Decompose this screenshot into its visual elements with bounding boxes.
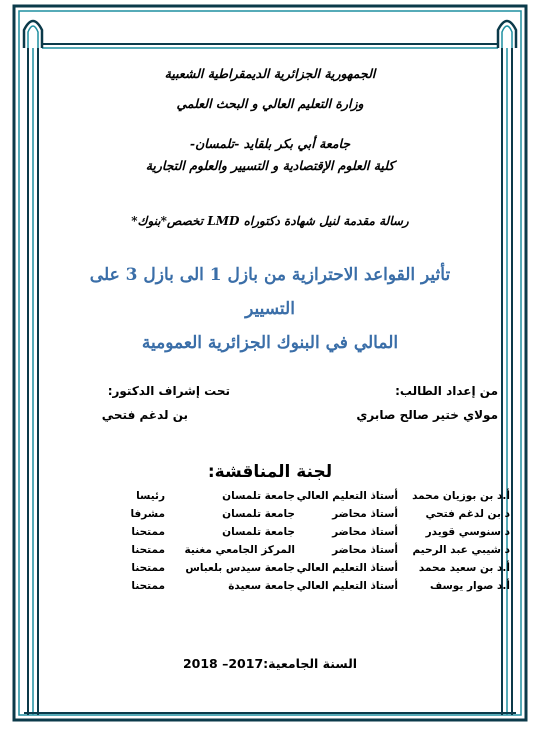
member-name: أ.د صوار يوسف — [429, 580, 510, 592]
member-institution: جامعة تلمسان — [222, 526, 295, 538]
member-name: د سنوسي قويدر — [425, 526, 510, 538]
committee-heading: لجنة المناقشة: — [207, 462, 333, 482]
committee-row — [80, 508, 510, 524]
member-institution: جامعة تلمسان — [222, 508, 295, 520]
member-rank: أستاذ التعليم العالي — [296, 562, 398, 574]
committee-row — [80, 562, 510, 578]
member-institution: المركز الجامعي مغنية — [184, 544, 295, 556]
member-rank: أستاذ محاضر — [332, 526, 398, 538]
member-institution: جامعة سعيدة — [228, 580, 295, 592]
member-role: ممتحنا — [131, 562, 165, 574]
student-label: من إعداد الطالب: — [395, 384, 498, 398]
member-rank: أستاذ التعليم العالي — [296, 490, 398, 502]
university-heading: جامعة أبي بكر بلقايد -تلمسان- — [189, 136, 351, 151]
committee-row — [80, 526, 510, 542]
supervisor-name: بن لدغم فتحي — [101, 408, 188, 422]
ministry-heading: وزارة التعليم العالي و البحث العلمي — [176, 96, 364, 111]
thesis-title-line-2: المالي في البنوك الجزائرية العمومية — [141, 333, 399, 353]
member-role: مشرفا — [130, 508, 165, 520]
student-name: مولاي ختير صالح صابري — [356, 408, 498, 422]
committee-row — [80, 544, 510, 560]
member-role: ممتحنا — [131, 580, 165, 592]
supervisor-label: تحت إشراف الدكتور: — [107, 384, 230, 398]
member-role: رئيسا — [136, 490, 165, 502]
member-rank: أستاذ محاضر — [332, 544, 398, 556]
member-name: أ.د بن سعيد محمد — [418, 562, 510, 574]
thesis-title-line-1: تأثير القواعد الاحترازية من بازل 1 الى بازل 3 على التسيير — [89, 265, 451, 319]
member-role: ممتحنا — [131, 544, 165, 556]
academic-year: السنة الجامعية:2017– 2018 — [182, 656, 358, 671]
committee-row — [80, 490, 510, 506]
member-rank: أستاذ التعليم العالي — [296, 580, 398, 592]
faculty-heading: كلية العلوم الإقتصادية و التسيير والعلوم التجارية — [145, 158, 395, 173]
thesis-title — [70, 258, 470, 360]
member-name: د شيبي عبد الرحيم — [412, 544, 510, 556]
republic-heading: الجمهورية الجزائرية الديمقراطية الشعبية — [164, 66, 376, 81]
member-name: د بن لدغم فتحي — [425, 508, 510, 520]
member-institution: جامعة سيدس بلعباس — [185, 562, 295, 574]
thesis-degree-note: رسالة مقدمة لنيل شهادة دكتوراه LMD تخصص*بنوك* — [131, 214, 409, 228]
member-role: ممتحنا — [131, 526, 165, 538]
member-institution: جامعة تلمسان — [222, 490, 295, 502]
member-rank: أستاذ محاضر — [332, 508, 398, 520]
committee-row — [80, 580, 510, 596]
member-name: أ.د بن بوزيان محمد — [412, 490, 510, 502]
